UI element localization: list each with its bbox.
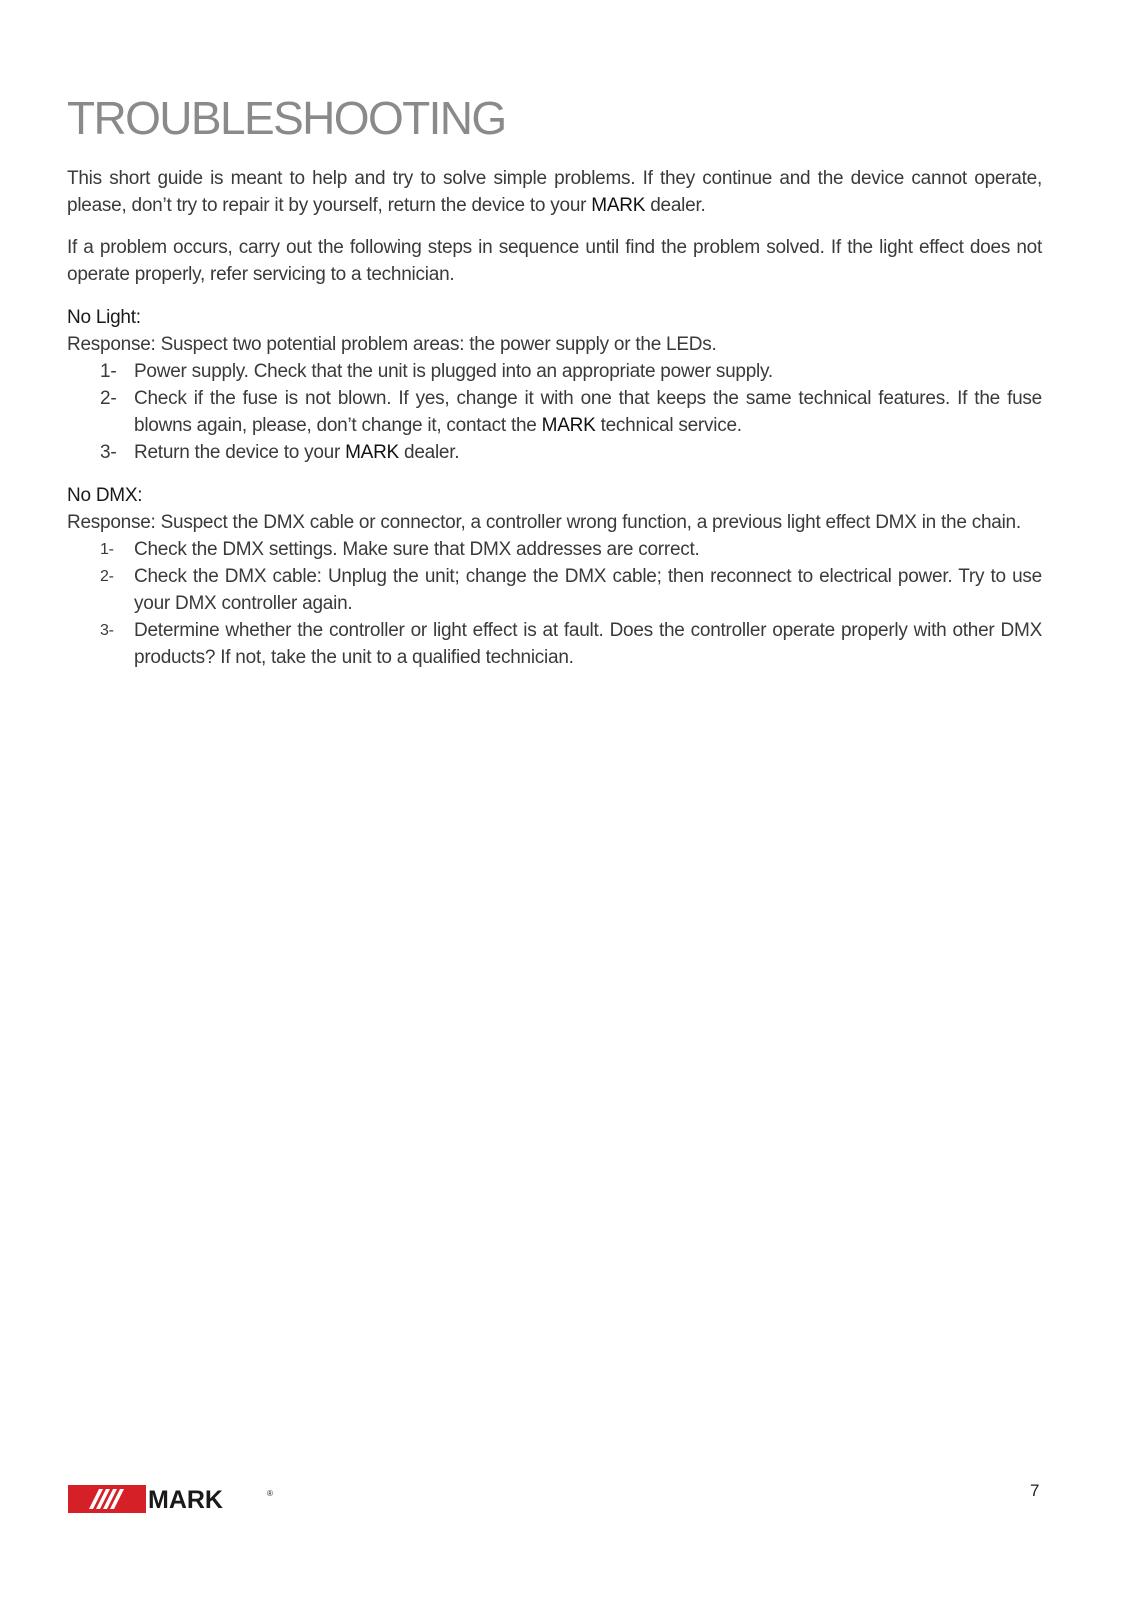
step-number: 3- [100,622,114,639]
steps-list [67,358,1042,466]
page-number: 7 [1030,1481,1040,1500]
registered-mark: ® [267,1489,273,1498]
list-item: 2- Check if the fuse is not blown. If yes, change it with one that keeps the same technical features. If the fuse blowns again, please, don’t change it, contact the MARK technical service. [67,385,1042,439]
list-item: 3- Determine whether the controller or light effect is at fault. Does the controller operate properly with other DMX products? If not, take the unit to a qualified technician. [67,617,1042,671]
brand-name: MARK [541,415,596,436]
step-number: 2- [100,388,117,409]
response-text: Response: Suspect two potential problem areas: the power supply or the LEDs. [67,334,717,355]
response-text: Response: Suspect the DMX cable or connector, a controller wrong function, a previous light effect DMX in the chain. [67,512,1021,533]
mark-logo [68,1485,278,1513]
list-item: 1- Power supply. Check that the unit is plugged into an appropriate power supply. [67,358,1042,385]
logo-wordmark: MARK [148,1486,223,1513]
step-number: 1- [100,541,114,558]
brand-name: MARK [591,195,646,216]
step-number: 1- [100,361,117,382]
section-no-light [67,304,1042,466]
document-body [67,165,1042,687]
steps-list [67,536,1042,671]
section-heading: No Light: [67,307,141,328]
section-no-dmx [67,482,1042,671]
intro-paragraph: If a problem occurs, carry out the following steps in sequence until find the problem solved. If the light effect does not operate properly, refer servicing to a technician. [67,237,1042,285]
list-item: 3- Return the device to your MARK dealer. [67,439,1042,466]
mark-logo-graphic [68,1485,278,1513]
step-number: 2- [100,568,114,585]
list-item: 1- Check the DMX settings. Make sure that DMX addresses are correct. [67,536,1042,563]
page-title: TROUBLESHOOTING [67,92,506,144]
section-heading: No DMX: [67,485,143,506]
brand-name: MARK [345,442,399,463]
list-item: 2- Check the DMX cable: Unplug the unit; change the DMX cable; then reconnect to electrical power. Try to use your DMX controller again. [67,563,1042,617]
step-number: 3- [100,442,117,463]
intro-paragraph: This short guide is meant to help and try to solve simple problems. If they continue and the device cannot operate, please, don’t try to repair it by yourself, return the device to your MARK dealer. [67,168,1042,216]
